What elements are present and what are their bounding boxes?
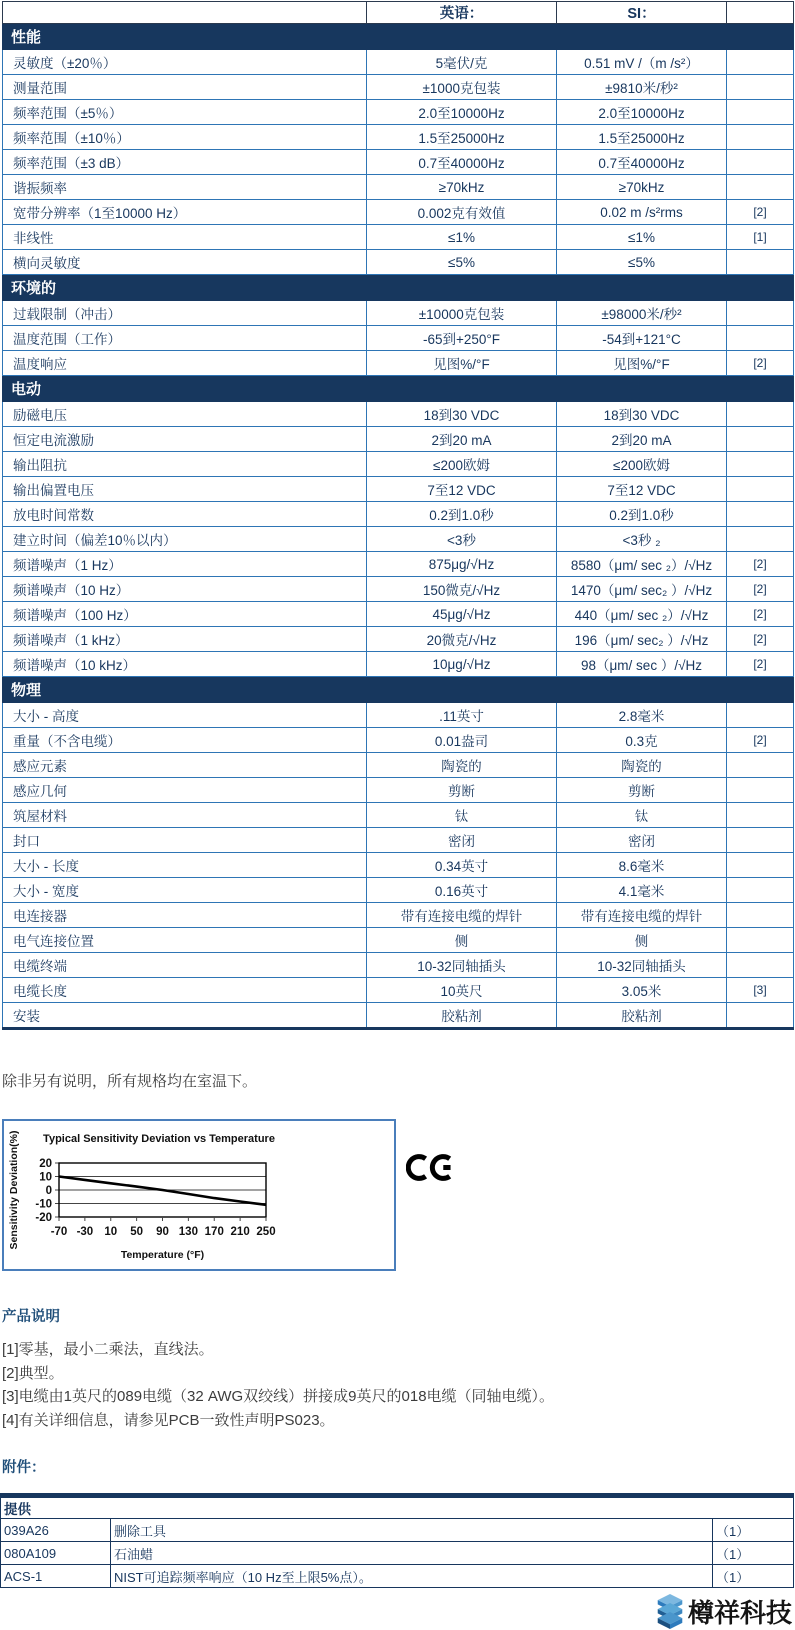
note-ref: [2] — [727, 602, 794, 627]
english-value: 10英尺 — [367, 978, 557, 1003]
english-value: ≤1% — [367, 225, 557, 250]
si-value: 2.0至10000Hz — [557, 100, 727, 125]
english-value: ≤5% — [367, 250, 557, 275]
spec-row — [3, 652, 794, 677]
note-ref — [727, 778, 794, 803]
spec-label: 恒定电流激励 — [3, 427, 367, 452]
spec-label: 电缆终端 — [3, 953, 367, 978]
spec-row — [3, 627, 794, 652]
si-value: 3.05米 — [557, 978, 727, 1003]
chart-xtick-label: 170 — [204, 1226, 224, 1238]
vendor-logo-text: 樽祥科技 — [687, 1598, 792, 1628]
note-ref — [727, 100, 794, 125]
spec-label: 过载限制（冲击） — [3, 301, 367, 326]
section-header-row — [3, 376, 794, 402]
spec-row — [3, 778, 794, 803]
spec-label: 电缆长度 — [3, 978, 367, 1003]
note-ref: [2] — [727, 627, 794, 652]
si-value: 4.1毫米 — [557, 878, 727, 903]
spec-row — [3, 853, 794, 878]
si-value: 2到20 mA — [557, 427, 727, 452]
note-ref — [727, 150, 794, 175]
spec-label: 频率范围（±10％） — [3, 125, 367, 150]
note-ref — [727, 326, 794, 351]
english-value: 2到20 mA — [367, 427, 557, 452]
spec-label: 频率范围（±5％） — [3, 100, 367, 125]
spec-label: 输出阻抗 — [3, 452, 367, 477]
chart-xtick-label: 250 — [256, 1226, 276, 1238]
chart-xtick-label: -70 — [50, 1226, 68, 1238]
si-value: 0.3克 — [557, 728, 727, 753]
section-header-row — [3, 677, 794, 703]
si-value: 胶粘剂 — [557, 1003, 727, 1029]
english-value: 875μg/√Hz — [367, 552, 557, 577]
product-note-line: [4]有关详细信息，请参见PCB一致性声明PS023。 — [2, 1411, 335, 1429]
spec-label: 建立时间（偏差10％以内） — [3, 527, 367, 552]
si-value: ≤200欧姆 — [557, 452, 727, 477]
note-ref — [727, 175, 794, 200]
si-value: ≤1% — [557, 225, 727, 250]
si-value: 0.51 mV /（m /s²） — [557, 50, 727, 75]
room-temperature-note: 除非另有说明，所有规格均在室温下。 — [2, 1073, 258, 1090]
chart-and-ce-row — [0, 1119, 795, 1275]
accessory-row — [1, 1519, 794, 1542]
english-value: 5毫伏/克 — [367, 50, 557, 75]
unit-header-row — [3, 2, 794, 24]
english-value: 0.01盎司 — [367, 728, 557, 753]
spec-label: 灵敏度（±20％） — [3, 50, 367, 75]
spec-label: 大小 - 宽度 — [3, 878, 367, 903]
spec-row — [3, 928, 794, 953]
english-value: 钛 — [367, 803, 557, 828]
note-ref — [727, 928, 794, 953]
spec-label: 频谱噪声（1 kHz） — [3, 627, 367, 652]
chart-ytick-label: 0 — [45, 1185, 52, 1197]
header-english-cell: 英语： — [367, 2, 557, 24]
si-value: 陶瓷的 — [557, 753, 727, 778]
spec-row — [3, 225, 794, 250]
english-value: ±10000克包装 — [367, 301, 557, 326]
chart-xtick-label: 10 — [104, 1226, 118, 1238]
english-value: ≤200欧姆 — [367, 452, 557, 477]
chart-xlabel: Temperature (°F) — [120, 1249, 205, 1261]
english-value: 0.16英寸 — [367, 878, 557, 903]
english-value: 10-32同轴插头 — [367, 953, 557, 978]
accessories-table-body — [1, 1496, 794, 1588]
header-note-cell — [727, 2, 794, 24]
note-ref — [727, 452, 794, 477]
chart-xtick-label: -30 — [76, 1226, 94, 1238]
section-title: 环境的 — [3, 275, 794, 301]
note-ref — [727, 75, 794, 100]
spec-label: 感应几何 — [3, 778, 367, 803]
si-value: 2.8毫米 — [557, 703, 727, 728]
accessory-row — [1, 1565, 794, 1588]
english-value: ≥70kHz — [367, 175, 557, 200]
spec-row — [3, 878, 794, 903]
vendor-logo-icon — [653, 1593, 687, 1630]
spec-row — [3, 125, 794, 150]
spec-label: 非线性 — [3, 225, 367, 250]
spec-row — [3, 175, 794, 200]
si-value: 密闭 — [557, 828, 727, 853]
english-value: 0.2到1.0秒 — [367, 502, 557, 527]
accessories-table — [0, 1493, 794, 1588]
si-value: 7至12 VDC — [557, 477, 727, 502]
header-si-cell: SI： — [557, 2, 727, 24]
si-value: 18到30 VDC — [557, 402, 727, 427]
spec-label: 谐振频率 — [3, 175, 367, 200]
spec-row — [3, 75, 794, 100]
si-value: ±98000米/秒² — [557, 301, 727, 326]
spec-row — [3, 527, 794, 552]
english-value: 18到30 VDC — [367, 402, 557, 427]
spec-table — [2, 1, 794, 1030]
accessory-quantity: （1） — [713, 1565, 794, 1588]
spec-label: 重量（不含电缆） — [3, 728, 367, 753]
spec-row — [3, 351, 794, 376]
spec-label: 温度响应 — [3, 351, 367, 376]
spec-label: 电连接器 — [3, 903, 367, 928]
spec-label: 频谱噪声（10 Hz） — [3, 577, 367, 602]
spec-label: 横向灵敏度 — [3, 250, 367, 275]
si-value: 钛 — [557, 803, 727, 828]
note-ref — [727, 853, 794, 878]
chart-xtick-label: 90 — [156, 1226, 169, 1238]
header-label-cell — [3, 2, 367, 24]
english-value: -65到+250°F — [367, 326, 557, 351]
note-ref — [727, 903, 794, 928]
spec-row — [3, 502, 794, 527]
english-value: 陶瓷的 — [367, 753, 557, 778]
chart-xtick-label: 130 — [178, 1226, 198, 1238]
spec-row — [3, 402, 794, 427]
note-ref — [727, 703, 794, 728]
spec-label: 放电时间常数 — [3, 502, 367, 527]
note-ref — [727, 828, 794, 853]
spec-row — [3, 703, 794, 728]
spec-row — [3, 150, 794, 175]
ce-mark-icon — [406, 1152, 456, 1183]
note-ref — [727, 1003, 794, 1029]
note-ref: [2] — [727, 351, 794, 376]
spec-label: 频谱噪声（10 kHz） — [3, 652, 367, 677]
note-ref — [727, 301, 794, 326]
accessory-part-number: 039A26 — [1, 1519, 111, 1542]
spec-row — [3, 978, 794, 1003]
spec-table-body — [3, 24, 794, 1029]
english-value: 7至12 VDC — [367, 477, 557, 502]
chart-xtick-label: 50 — [130, 1226, 144, 1238]
note-ref — [727, 427, 794, 452]
english-value: <3秒 — [367, 527, 557, 552]
note-ref: [2] — [727, 200, 794, 225]
spec-row — [3, 577, 794, 602]
note-ref: [1] — [727, 225, 794, 250]
note-ref — [727, 250, 794, 275]
accessory-quantity: （1） — [713, 1519, 794, 1542]
english-value: 150微克/√Hz — [367, 577, 557, 602]
si-value: 0.02 m /s²rms — [557, 200, 727, 225]
note-ref — [727, 527, 794, 552]
spec-row — [3, 50, 794, 75]
english-value: 10μg/√Hz — [367, 652, 557, 677]
note-ref — [727, 953, 794, 978]
english-value: 剪断 — [367, 778, 557, 803]
spec-label: 频谱噪声（1 Hz） — [3, 552, 367, 577]
note-ref — [727, 878, 794, 903]
spec-row — [3, 953, 794, 978]
english-value: 2.0至10000Hz — [367, 100, 557, 125]
note-ref: [2] — [727, 552, 794, 577]
si-value: ≥70kHz — [557, 175, 727, 200]
spec-label: 输出偏置电压 — [3, 477, 367, 502]
si-value: -54到+121°C — [557, 326, 727, 351]
english-value: 20微克/√Hz — [367, 627, 557, 652]
spec-row — [3, 200, 794, 225]
si-value: 10-32同轴插头 — [557, 953, 727, 978]
spec-row — [3, 828, 794, 853]
spec-label: 温度范围（工作） — [3, 326, 367, 351]
accessory-quantity: （1） — [713, 1542, 794, 1565]
note-ref — [727, 477, 794, 502]
spec-row — [3, 301, 794, 326]
product-note-line: [1]零基，最小二乘法，直线法。 — [2, 1341, 214, 1358]
accessory-description: NIST可追踪频率响应（10 Hz至上限5%点）。 — [111, 1565, 713, 1588]
section-header-row — [3, 24, 794, 50]
sensitivity-chart — [4, 1121, 390, 1265]
english-value: 0.34英寸 — [367, 853, 557, 878]
chart-ylabel: Sensitivity Deviation(%) — [8, 1130, 20, 1250]
section-title: 性能 — [3, 24, 794, 50]
si-value: 见图%/°F — [557, 351, 727, 376]
si-value: 196（μm/ sec₂ ）/√Hz — [557, 627, 727, 652]
spec-label: 感应元素 — [3, 753, 367, 778]
accessories-title: 附件： — [2, 1460, 46, 1476]
si-value: <3秒 ₂ — [557, 527, 727, 552]
spec-label: 电气连接位置 — [3, 928, 367, 953]
english-value: 45μg/√Hz — [367, 602, 557, 627]
spec-row — [3, 803, 794, 828]
spec-row — [3, 477, 794, 502]
note-ref: [2] — [727, 728, 794, 753]
product-note-line: [3]电缆由1英尺的089电缆（32 AWG双绞线）拼接成9英尺的018电缆（同轴电缆）。 — [2, 1388, 555, 1405]
si-value: 440（μm/ sec ₂）/√Hz — [557, 602, 727, 627]
spec-sheet-page — [0, 1, 795, 1630]
product-notes-list — [0, 1338, 795, 1432]
vendor-logo — [0, 1593, 795, 1630]
product-note-line: [2]典型。 — [2, 1364, 64, 1382]
si-value: 8580（μm/ sec ₂）/√Hz — [557, 552, 727, 577]
spec-row — [3, 753, 794, 778]
chart-ytick-label: -10 — [35, 1198, 52, 1211]
note-ref — [727, 502, 794, 527]
english-value: 密闭 — [367, 828, 557, 853]
spec-label: 测量范围 — [3, 75, 367, 100]
english-value: 1.5至25000Hz — [367, 125, 557, 150]
chart-data-line — [59, 1177, 266, 1205]
note-ref: [2] — [727, 577, 794, 602]
note-ref — [727, 402, 794, 427]
chart-ytick-label: -20 — [35, 1212, 52, 1224]
english-value: 见图%/°F — [367, 351, 557, 376]
note-ref — [727, 753, 794, 778]
si-value: 0.7至40000Hz — [557, 150, 727, 175]
spec-row — [3, 100, 794, 125]
accessories-header-row — [1, 1496, 794, 1519]
accessory-description: 删除工具 — [111, 1519, 713, 1542]
english-value: 0.002克有效值 — [367, 200, 557, 225]
spec-row — [3, 552, 794, 577]
english-value: 0.7至40000Hz — [367, 150, 557, 175]
spec-row — [3, 326, 794, 351]
spec-row — [3, 602, 794, 627]
spec-row — [3, 1003, 794, 1029]
si-value: ≤5% — [557, 250, 727, 275]
section-title: 物理 — [3, 677, 794, 703]
spec-row — [3, 427, 794, 452]
accessories-header: 提供 — [1, 1496, 794, 1519]
spec-label: 安装 — [3, 1003, 367, 1029]
si-value: ±9810米/秒² — [557, 75, 727, 100]
english-value: 侧 — [367, 928, 557, 953]
product-notes-title: 产品说明 — [2, 1309, 60, 1325]
section-header-row — [3, 275, 794, 301]
accessory-row — [1, 1542, 794, 1565]
note-ref — [727, 50, 794, 75]
accessory-part-number: 080A109 — [1, 1542, 111, 1565]
spec-row — [3, 728, 794, 753]
note-ref: [2] — [727, 652, 794, 677]
spec-label: 封口 — [3, 828, 367, 853]
english-value: .11英寸 — [367, 703, 557, 728]
note-ref: [3] — [727, 978, 794, 1003]
english-value: ±1000克包装 — [367, 75, 557, 100]
spec-label: 大小 - 高度 — [3, 703, 367, 728]
accessory-part-number: ACS-1 — [1, 1565, 111, 1588]
sensitivity-chart-box — [2, 1119, 396, 1271]
english-value: 带有连接电缆的焊针 — [367, 903, 557, 928]
si-value: 带有连接电缆的焊针 — [557, 903, 727, 928]
si-value: 98（μm/ sec ）/√Hz — [557, 652, 727, 677]
si-value: 1.5至25000Hz — [557, 125, 727, 150]
section-title: 电动 — [3, 376, 794, 402]
chart-ytick-label: 20 — [39, 1158, 52, 1170]
si-value: 1470（μm/ sec₂ ）/√Hz — [557, 577, 727, 602]
accessory-description: 石油蜡 — [111, 1542, 713, 1565]
spec-row — [3, 903, 794, 928]
note-ref — [727, 125, 794, 150]
si-value: 剪断 — [557, 778, 727, 803]
spec-label: 频谱噪声（100 Hz） — [3, 602, 367, 627]
si-value: 0.2到1.0秒 — [557, 502, 727, 527]
spec-label: 筑屋材料 — [3, 803, 367, 828]
spec-label: 大小 - 长度 — [3, 853, 367, 878]
spec-label: 宽带分辨率（1至10000 Hz） — [3, 200, 367, 225]
english-value: 胶粘剂 — [367, 1003, 557, 1029]
chart-title: Typical Sensitivity Deviation vs Temperature — [43, 1133, 275, 1145]
note-ref — [727, 803, 794, 828]
si-value: 8.6毫米 — [557, 853, 727, 878]
spec-label: 频率范围（±3 dB） — [3, 150, 367, 175]
si-value: 侧 — [557, 928, 727, 953]
chart-ytick-label: 10 — [39, 1171, 52, 1184]
chart-xtick-label: 210 — [230, 1226, 250, 1238]
spec-row — [3, 250, 794, 275]
spec-row — [3, 452, 794, 477]
spec-label: 励磁电压 — [3, 402, 367, 427]
